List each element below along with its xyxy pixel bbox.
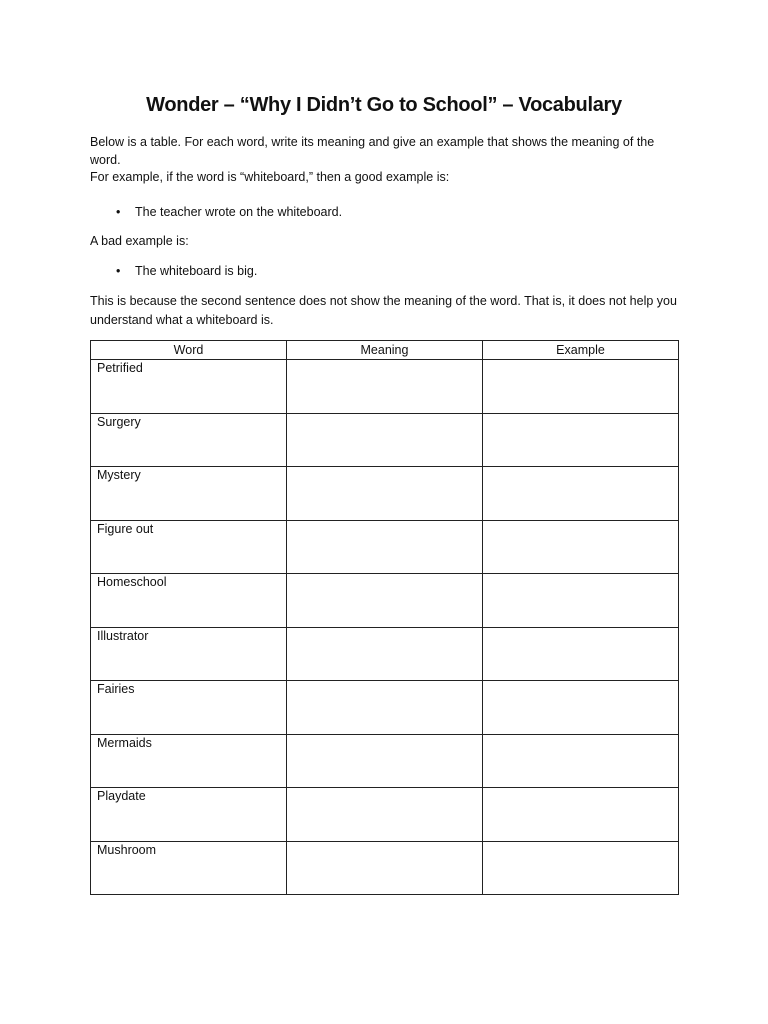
meaning-cell[interactable]: [287, 841, 483, 895]
table-row: [91, 788, 679, 842]
table-row: [91, 467, 679, 521]
instructions-paragraph: [90, 134, 680, 187]
example-intro-text: For example, if the word is “whiteboard,” then a good example is:: [90, 170, 450, 184]
word-cell: Mystery: [91, 467, 287, 521]
page-title: Wonder – “Why I Didn’t Go to School” – Vocabulary: [146, 94, 622, 116]
example-cell[interactable]: [483, 467, 679, 521]
word-cell: Fairies: [91, 681, 287, 735]
header-meaning: Meaning: [287, 341, 483, 360]
example-cell[interactable]: [483, 360, 679, 414]
meaning-cell[interactable]: [287, 360, 483, 414]
example-cell[interactable]: [483, 627, 679, 681]
table-row: [91, 841, 679, 895]
meaning-cell[interactable]: [287, 520, 483, 574]
word-cell: Mushroom: [91, 841, 287, 895]
example-cell[interactable]: [483, 841, 679, 895]
word-cell: Illustrator: [91, 627, 287, 681]
word-cell: Homeschool: [91, 574, 287, 628]
bad-example-label: A bad example is:: [90, 234, 189, 248]
word-cell: Mermaids: [91, 734, 287, 788]
table-row: [91, 413, 679, 467]
example-cell[interactable]: [483, 734, 679, 788]
instructions-text: Below is a table. For each word, write its meaning and give an example that shows the meaning of the word.: [90, 135, 655, 167]
table-row: [91, 627, 679, 681]
bad-example-text: The whiteboard is big.: [135, 264, 258, 278]
explanation-paragraph: This is because the second sentence does not show the meaning of the word. That is, it does not help you understand what a whiteboard is.: [90, 294, 677, 327]
vocabulary-table: [90, 340, 679, 895]
example-cell[interactable]: [483, 574, 679, 628]
word-cell: Playdate: [91, 788, 287, 842]
bullet-icon: •: [116, 264, 121, 278]
table-row: [91, 520, 679, 574]
table-row: [91, 360, 679, 414]
word-cell: Petrified: [91, 360, 287, 414]
header-word: Word: [91, 341, 287, 360]
meaning-cell[interactable]: [287, 734, 483, 788]
good-example-text: The teacher wrote on the whiteboard.: [135, 205, 343, 219]
word-cell: Surgery: [91, 413, 287, 467]
meaning-cell[interactable]: [287, 681, 483, 735]
example-cell[interactable]: [483, 788, 679, 842]
meaning-cell[interactable]: [287, 413, 483, 467]
table-row: [91, 574, 679, 628]
meaning-cell[interactable]: [287, 467, 483, 521]
table-row: [91, 734, 679, 788]
example-cell[interactable]: [483, 413, 679, 467]
meaning-cell[interactable]: [287, 788, 483, 842]
meaning-cell[interactable]: [287, 627, 483, 681]
table-header-row: [91, 341, 679, 360]
bullet-icon: •: [116, 205, 121, 219]
word-cell: Figure out: [91, 520, 287, 574]
example-cell[interactable]: [483, 681, 679, 735]
example-cell[interactable]: [483, 520, 679, 574]
table-row: [91, 681, 679, 735]
header-example: Example: [483, 341, 679, 360]
meaning-cell[interactable]: [287, 574, 483, 628]
